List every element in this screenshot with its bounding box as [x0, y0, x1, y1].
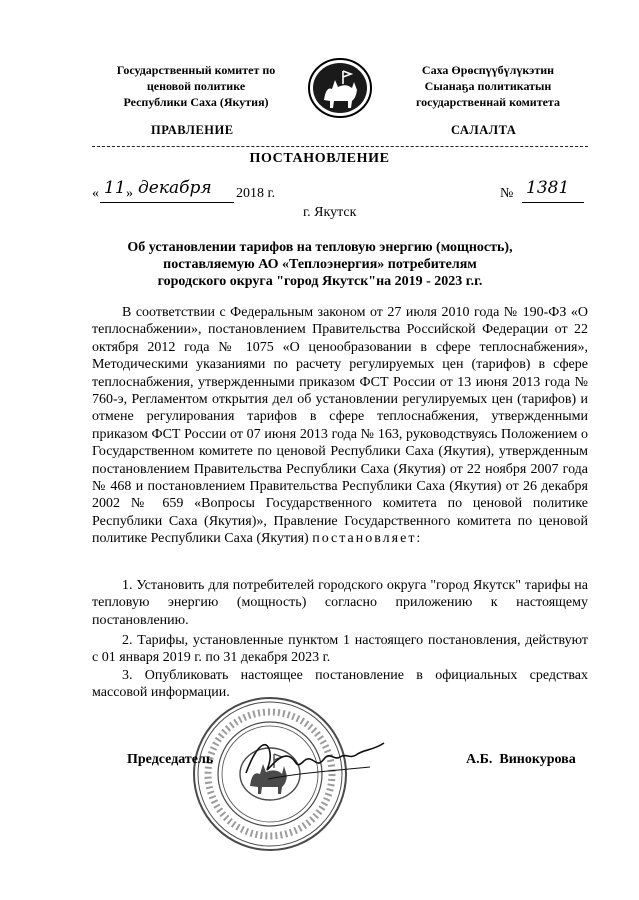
date-year: 2018 г.	[236, 186, 276, 201]
header-divider	[92, 146, 588, 147]
number-field	[500, 180, 590, 206]
header-right	[388, 62, 588, 110]
date-month: декабря	[138, 178, 212, 198]
document-number: 1381	[526, 178, 570, 198]
number-underline	[522, 202, 584, 203]
preamble	[92, 304, 588, 548]
header-right-line-3: государственнай комитета	[416, 95, 560, 109]
document-title: ПОСТАНОВЛЕНИЕ	[249, 151, 390, 166]
date-day: 11	[104, 178, 126, 198]
date-close-quote: »	[126, 186, 133, 201]
header-left-line-2: ценовой политике	[146, 79, 246, 93]
resolution-item-3: 3. Опубликовать настоящее постановление в официальных средствах массовой информации.	[92, 668, 588, 701]
subject-line-3: городского округа "город Якутск"на 2019 - 2023 г.г.	[157, 274, 483, 289]
date-line	[92, 180, 392, 206]
date-underline	[100, 202, 234, 203]
resolution-item-1: 1. Установить для потребителей городского округа "город Якутск" тарифы на тепловую энергию (мощность) согласно приложению к настоящему постановлению.	[92, 578, 588, 628]
section-left-label: ПРАВЛЕНИЕ	[151, 123, 234, 137]
subject-line-2: поставляемую АО «Теплоэнергия» потребителям	[163, 257, 477, 272]
signatory-name: А.Б. Винокурова	[466, 752, 576, 767]
header-left	[92, 62, 300, 110]
resolution-item-2: 2. Тарифы, установленные пунктом 1 настоящего постановления, действуют с 01 января 2019 г. по 31 декабря 2023 г.	[92, 633, 588, 666]
subject-line-1: Об установлении тарифов на тепловую энергию (мощность),	[127, 240, 513, 255]
number-label: №	[500, 186, 514, 201]
header-right-line-2: Сыанаҕа политикатын	[424, 79, 552, 93]
section-right-label: САЛАЛТА	[451, 123, 517, 137]
city: г. Якутск	[303, 205, 357, 220]
header-left-line-3: Республики Саха (Якутия)	[123, 95, 269, 109]
preamble-resolution: постановляет:	[312, 531, 423, 547]
header-left-line-1: Государственный комитет по	[116, 63, 276, 77]
republic-emblem-icon	[302, 56, 378, 120]
subject	[100, 239, 540, 290]
header-right-line-1: Саха Өрөспүүбүлүкэтин	[421, 63, 555, 77]
date-open-quote: «	[92, 186, 99, 201]
handwritten-signature	[240, 733, 390, 787]
signature-role: Председатель	[127, 752, 214, 767]
preamble-text: В соответствии с Федеральным законом от 27 июля 2010 года № 190-ФЗ «О теплоснабжении», постановлением Правительства Российской Федерации от 22 октября 2012 года № 1075 «О ценообразовании в сфере теплоснабжения», Методическими указаниями по расчету регулируемых цен (тарифов) в сфере теплоснабжения, утвержденными приказом ФСТ России от 13 июня 2013 года № 760-э, Регламентом открытия дел об установлении регулируемых цен (тарифов) и отмене регулирования тарифов в сфере теплоснабжения, утвержденными приказом ФСТ России от 07 июня 2013 года № 163, руководствуясь Положением о Государственном комитете по ценовой Республики Саха (Якутия), утвержденным постановлением Правительства Республики Саха (Якутия) от 22 ноября 2007 года № 468 и постановлением Правительства Республики Саха (Якутия) от 26 декабря 2002 № 659 «Вопросы Государственного комитета по ценовой политике Республики Саха (Якутия)», Правление Государственного комитета по ценовой политике Республики Саха (Якутия)	[92, 305, 588, 547]
